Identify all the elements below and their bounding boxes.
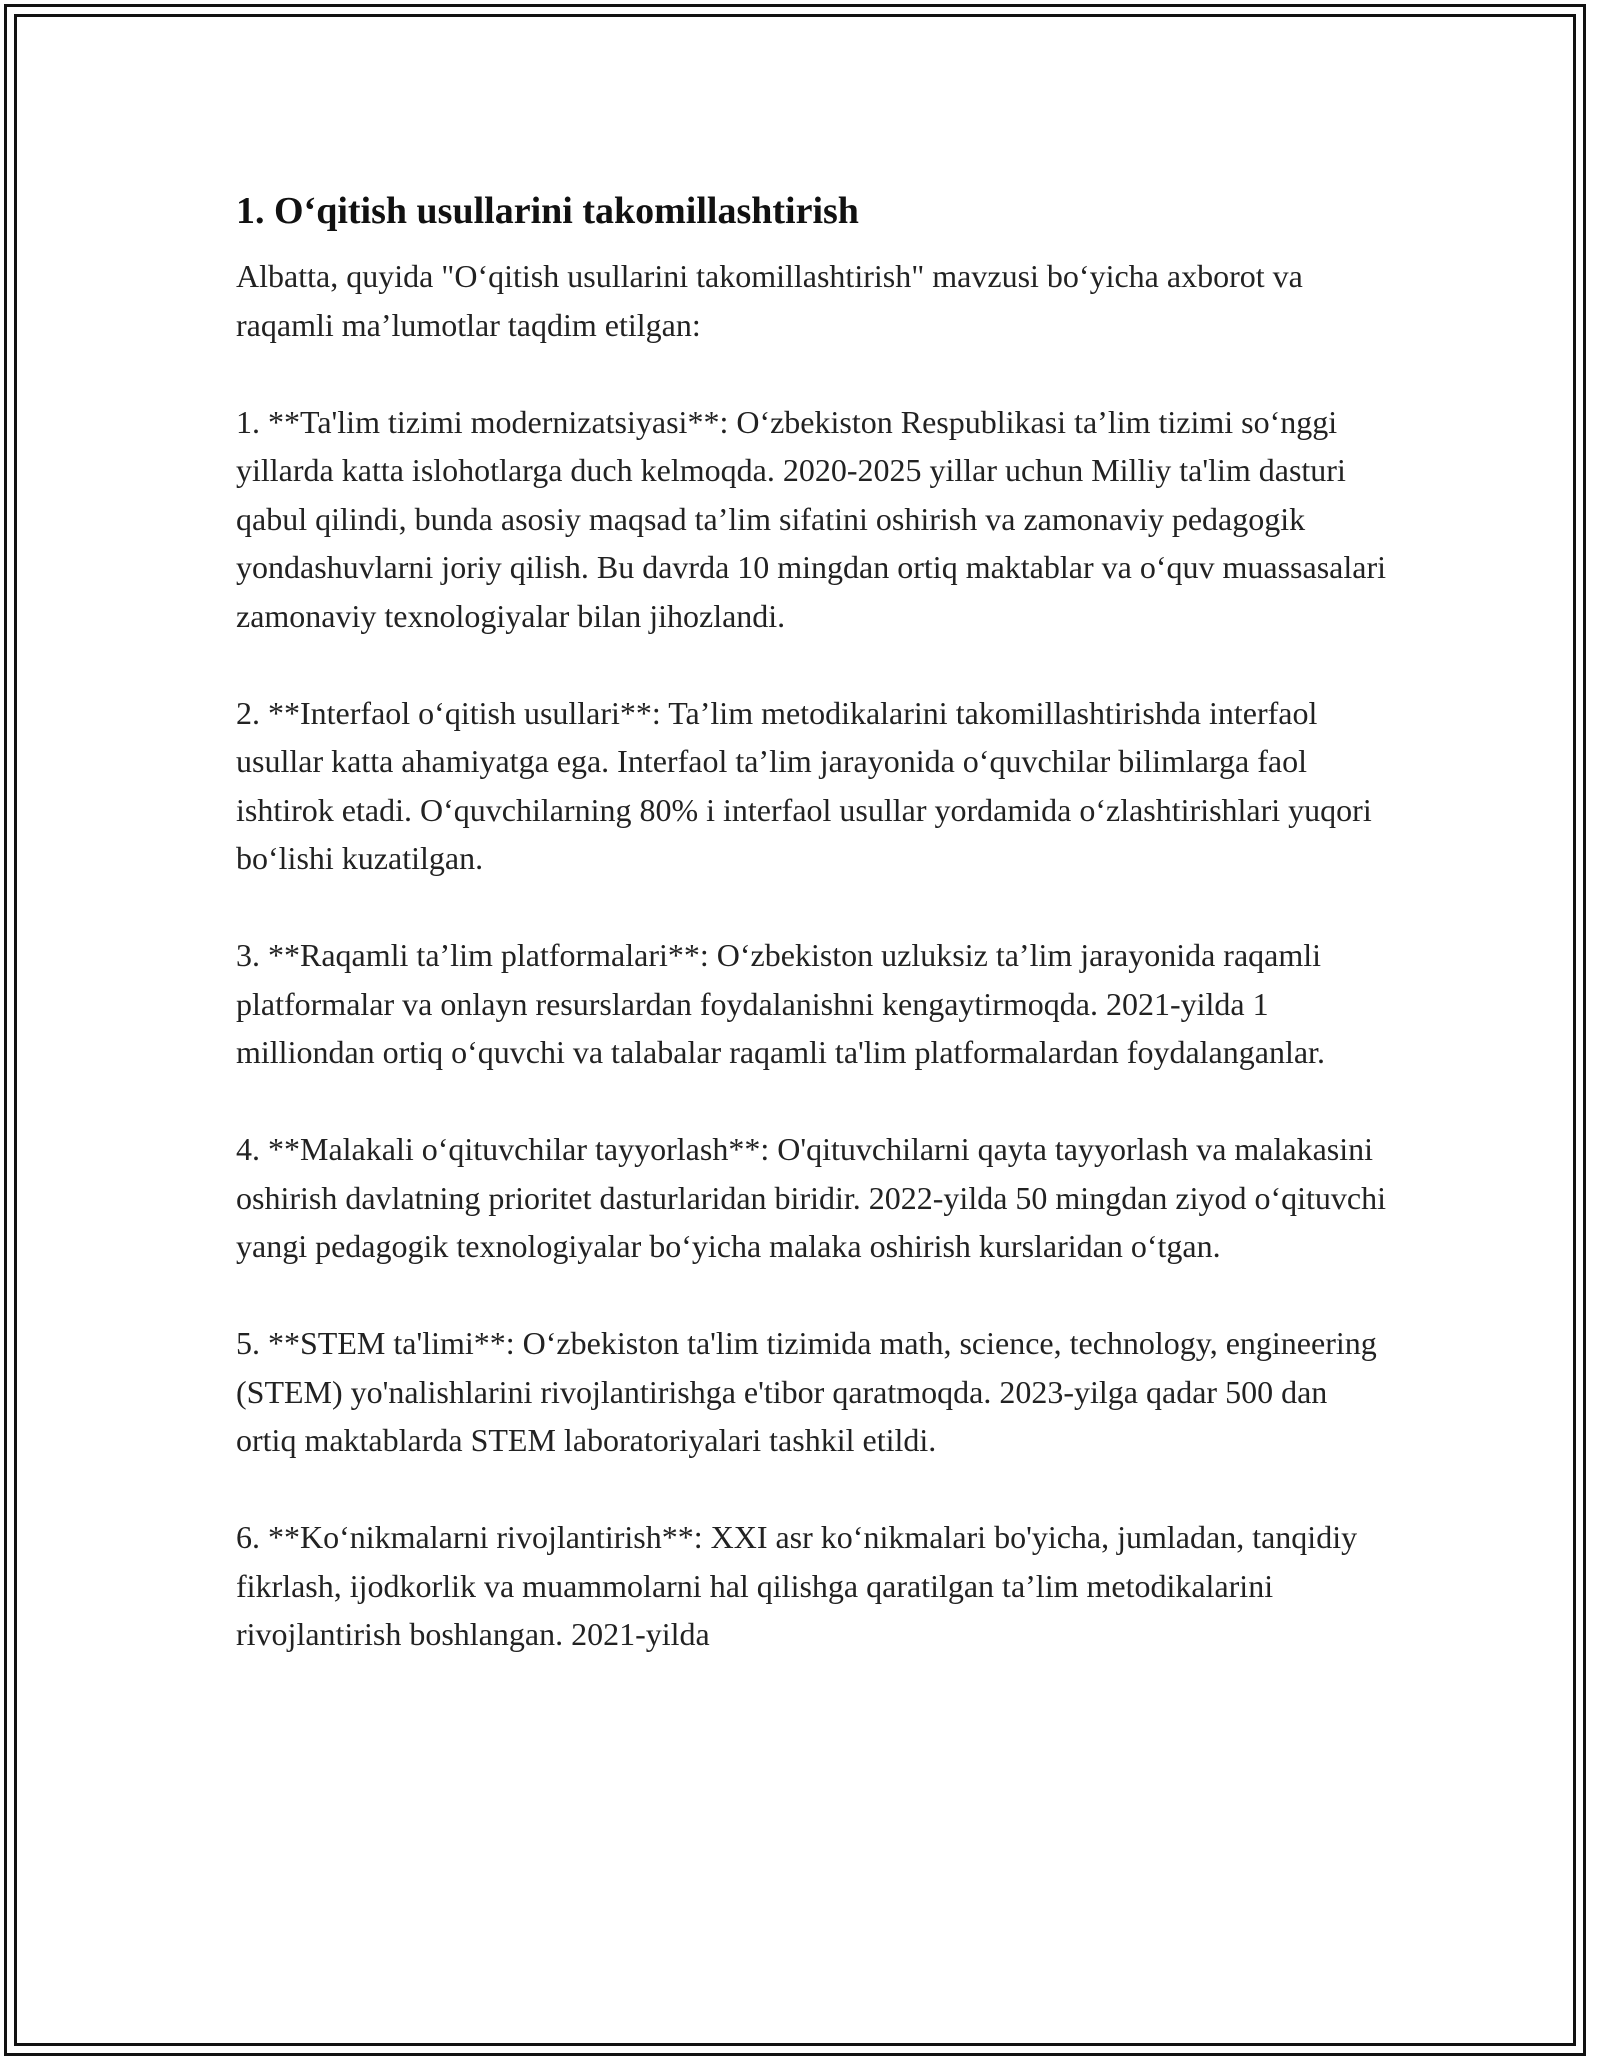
paragraph-3-digital-platforms: 3. **Raqamli ta’lim platformalari**: O‘zbekiston uzluksiz ta’lim jarayonida raqamli platformalar va onlayn resurslardan foydalanishni kengaytirmoqda. 2021-yilda 1 milliondan ortiq o‘quvchi va talabalar raqamli ta'lim platformalardan foydalanganlar. (236, 937, 1325, 1070)
paragraph-4-teacher-training: 4. **Malakali o‘qituvchilar tayyorlash**: O'qituvchilarni qayta tayyorlash va malakasini oshirish davlatning prioritet dasturlaridan biridir. 2022-yilda 50 mingdan ziyod o‘qituvchi yangi pedagogik texnologiyalar bo‘yicha malaka oshirish kurslaridan o‘tgan. (236, 1131, 1387, 1264)
intro-paragraph: Albatta, quyida "O‘qitish usullarini takomillashtirish" mavzusi bo‘yicha axborot va raqamli ma’lumotlar taqdim etilgan: (236, 258, 1303, 343)
paragraph-2-interactive-methods: 2. **Interfaol o‘qitish usullari**: Ta’lim metodikalarini takomillashtirishda interfaol usullar katta ahamiyatga ega. Interfaol ta’lim jarayonida o‘quvchilar bilimlarga faol ishtirok etadi. O‘quvchilarning 80% i interfaol usullar yordamida o‘zlashtirishlari yuqori bo‘lishi kuzatilgan. (236, 694, 1372, 876)
document-body (236, 186, 1386, 1707)
paragraph-1-modernization: 1. **Ta'lim tizimi modernizatsiyasi**: O‘zbekiston Respublikasi ta’lim tizimi so‘nggi yillarda katta islohotlarga duch kelmoqda. 2020-2025 yillar uchun Milliy ta'lim dasturi qabul qilindi, bunda asosiy maqsad ta’lim sifatini oshirish va zamonaviy pedagogik yondashuvlarni joriy qilish. Bu davrda 10 mingdan ortiq maktablar va o‘quv muassasalari zamonaviy texnologiyalar bilan jihozlandi. (236, 403, 1386, 634)
paragraph-6-skills-development: 6. **Ko‘nikmalarni rivojlantirish**: XXI asr ko‘nikmalari bo'yicha, jumladan, tanqidiy fikrlash, ijodkorlik va muammolarni hal qilishga qaratilgan ta’lim metodikalarini rivojlantirish boshlangan. 2021-yilda (236, 1519, 1358, 1652)
paragraph-5-stem-education: 5. **STEM ta'limi**: O‘zbekiston ta'lim tizimida math, science, technology, engineering (STEM) yo'nalishlarini rivojlantirishga e'tibor qaratmoqda. 2023-yilga qadar 500 dan ortiq maktablarda STEM laboratoriyalari tashkil etildi. (236, 1325, 1377, 1458)
section-heading: 1. O‘qitish usullarini takomillashtirish (236, 190, 859, 232)
